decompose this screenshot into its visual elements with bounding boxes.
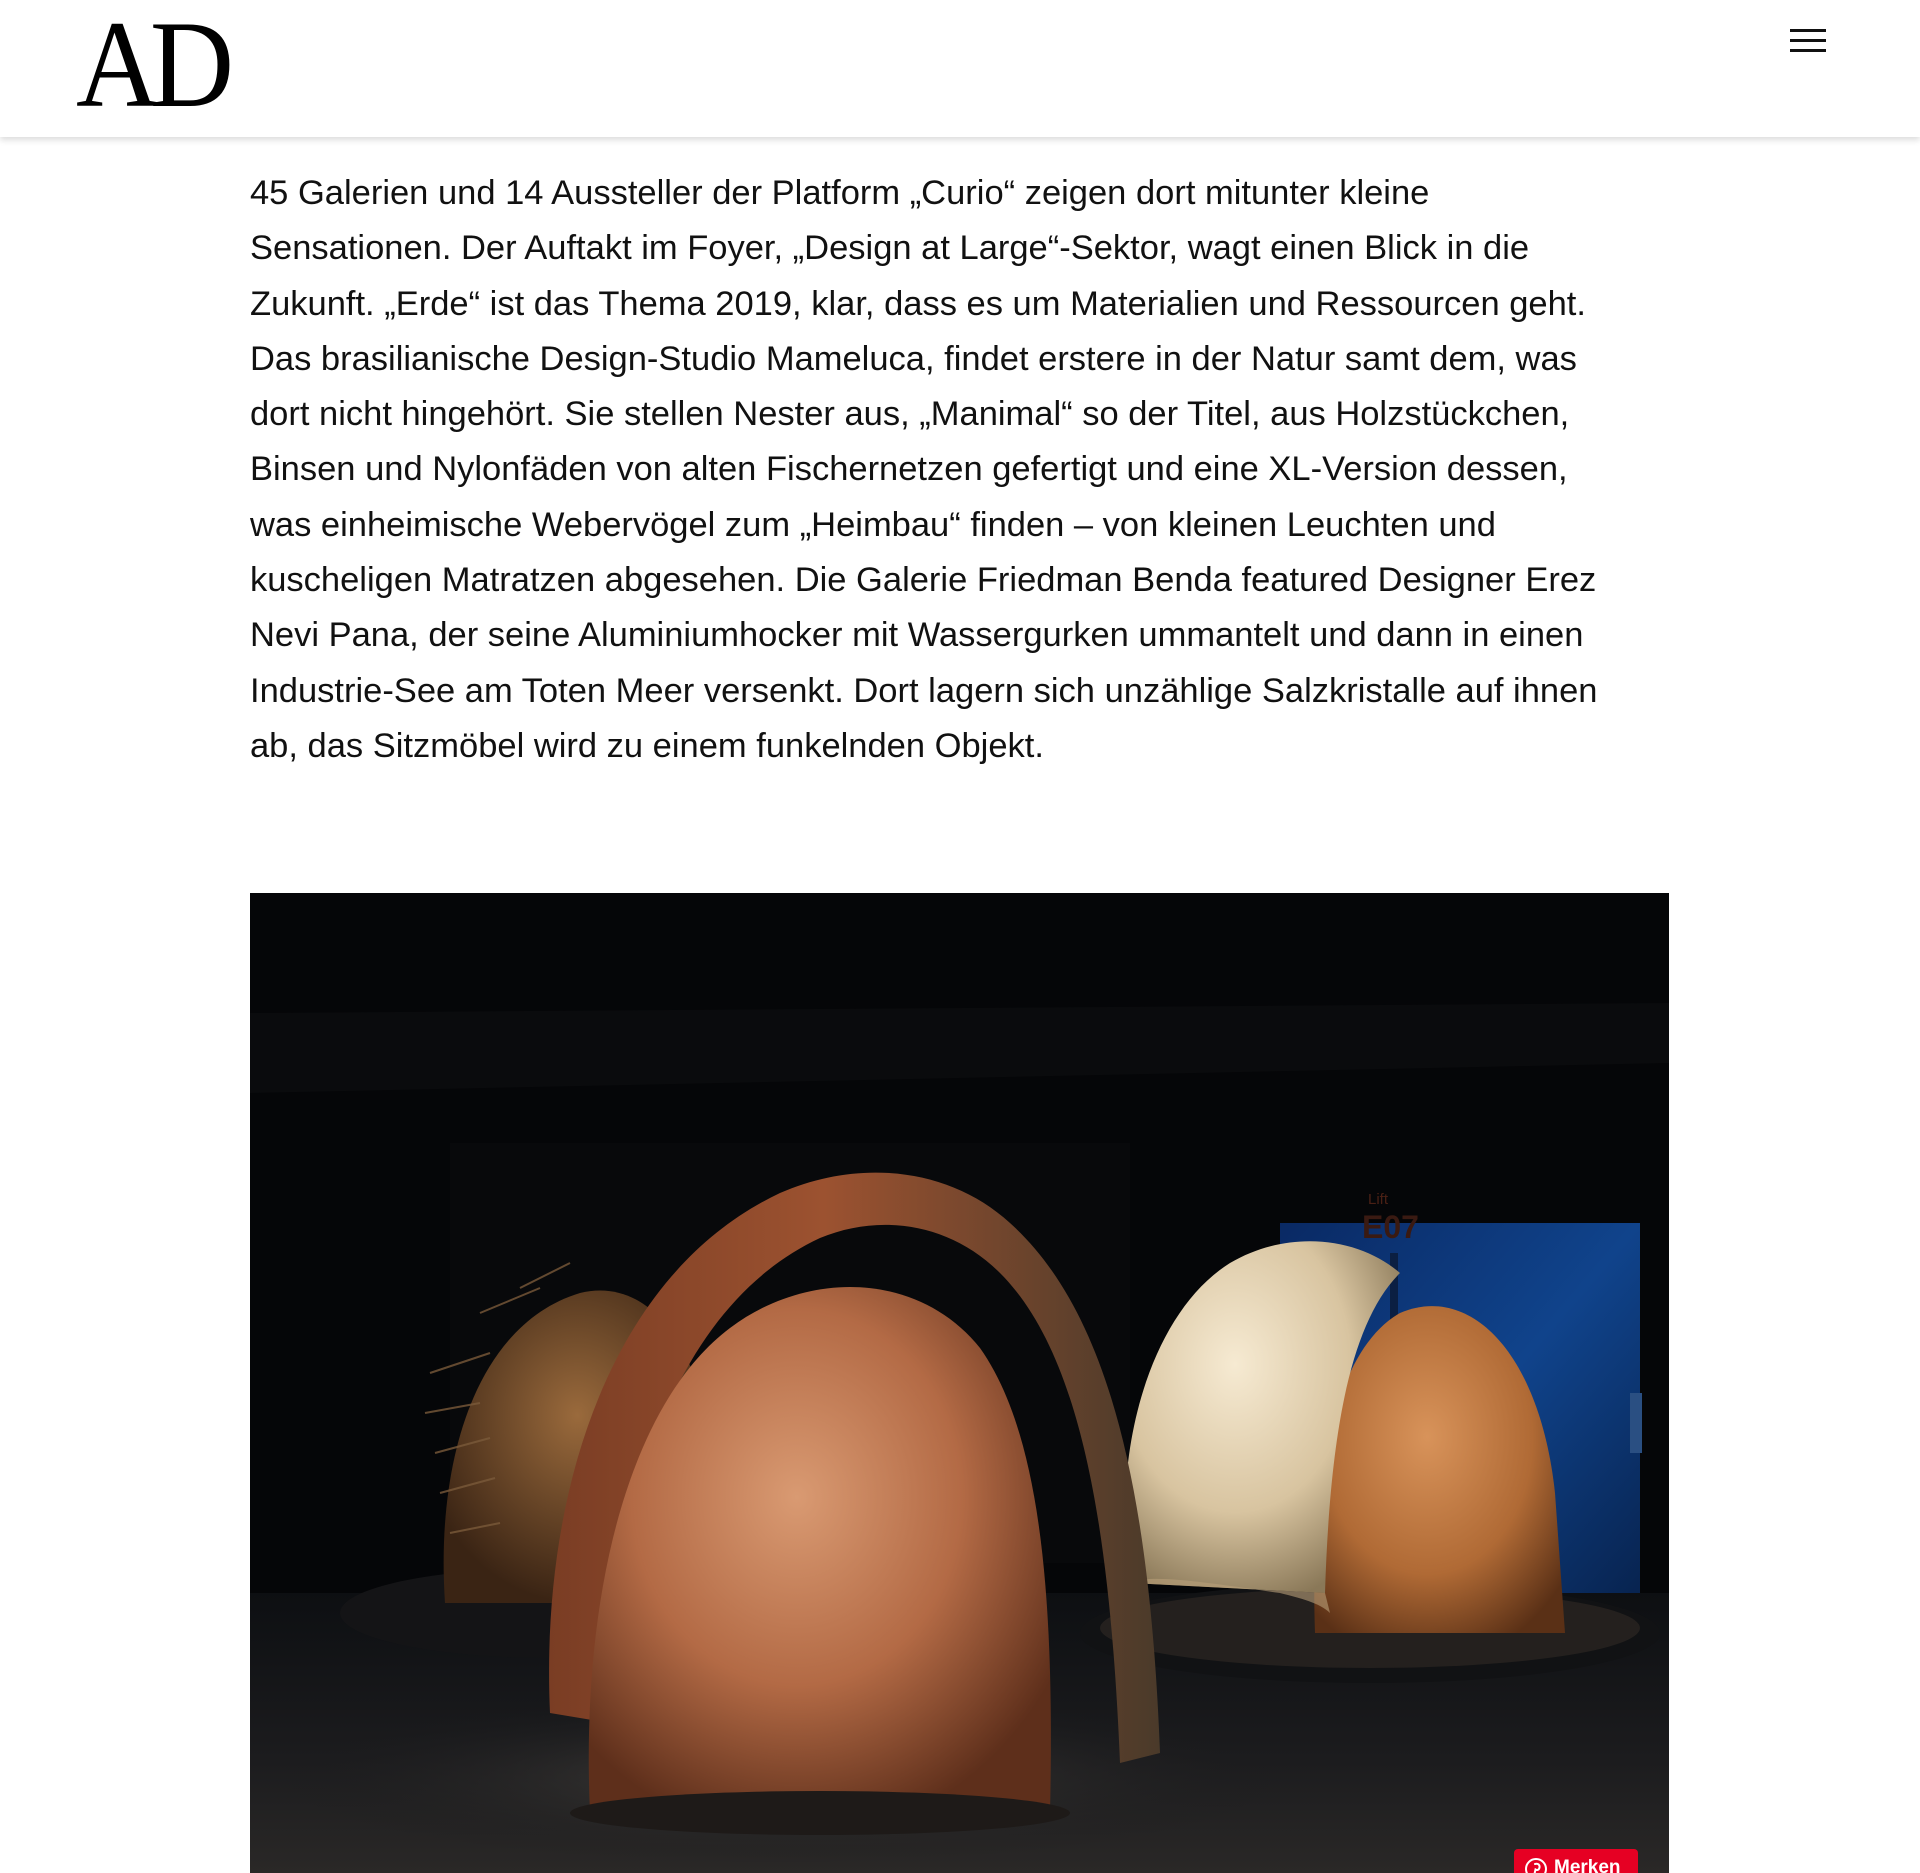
pinterest-save-button[interactable]	[1514, 1849, 1638, 1873]
pin-label: Merken	[1554, 1857, 1621, 1873]
hamburger-menu-icon	[1780, 20, 1836, 64]
wall-sign-lift: Lift	[1368, 1191, 1389, 1208]
ad-logo[interactable]: AD	[76, 0, 224, 133]
menu-button[interactable]	[1780, 20, 1836, 64]
exhibition-photo	[250, 893, 1669, 1873]
article-paragraph: 45 Galerien und 14 Aussteller der Platform „Curio“ zeigen dort mitunter kleine Sensationen. Der Auftakt im Foyer, „Design at Large“-Sektor, wagt einen Blick in die Zukunft. „Erde“ ist das Thema 2019, klar, dass es um Materialien und Ressourcen geht. Das brasilianische Design-Studio Mameluca, findet erstere in der Natur samt dem, was dort nicht hingehört. Sie stellen Nester aus, „Manimal“ so der Titel, aus Holzstückchen, Binsen und Nylonfäden von alten Fischernetzen gefertigt und eine XL-Version dessen, was einheimische Webervögel zum „Heimbau“ finden – von kleinen Leuchten und kuscheligen Matratzen abgesehen. Die Galerie Friedman Benda featured Designer Erez Nevi Pana, der seine Aluminiumhocker mit Wassergurken ummantelt und dann in einen Industrie-See am Toten Meer versenkt. Dort lagern sich unzählige Salzkristalle auf ihnen ab, das Sitzmöbel wird zu einem funkelnden Objekt.	[250, 174, 1598, 765]
article-body	[250, 166, 1670, 774]
wall-sign-e07: E07	[1362, 1209, 1419, 1245]
pinterest-icon	[1524, 1857, 1548, 1873]
article-photo	[250, 893, 1669, 1873]
site-header	[0, 0, 1920, 137]
